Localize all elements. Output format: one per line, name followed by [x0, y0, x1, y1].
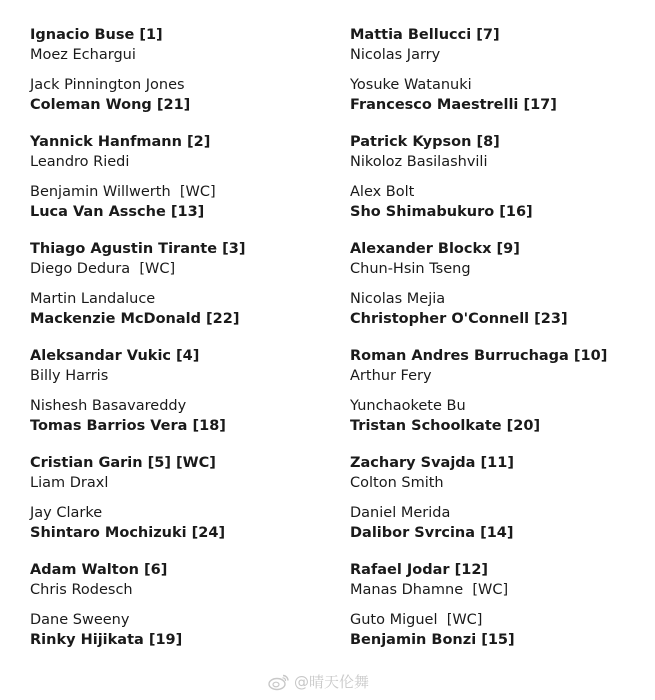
seeded-player: Dalibor Svrcina [14]: [350, 525, 514, 541]
match-bottom: [350, 182, 650, 232]
draw-column-right: [350, 25, 650, 667]
player: Guto Miguel [WC]: [350, 612, 483, 628]
seeded-player: Zachary Svajda [11]: [350, 455, 514, 471]
player: Benjamin Willwerth [WC]: [30, 184, 216, 200]
match-bottom: [30, 75, 330, 125]
match-top: [350, 453, 650, 503]
match-bottom: [350, 503, 650, 553]
watermark-text: @晴天伦舞: [294, 673, 370, 691]
seeded-player: Mattia Bellucci [7]: [350, 27, 500, 43]
match-top: [350, 346, 650, 396]
match-top: [30, 239, 330, 289]
seeded-player: Benjamin Bonzi [15]: [350, 632, 515, 648]
seeded-player: Sho Shimabukuro [16]: [350, 204, 533, 220]
seeded-player: Francesco Maestrelli [17]: [350, 97, 557, 113]
player: Nicolas Mejia: [350, 291, 446, 307]
seeded-player: Ignacio Buse [1]: [30, 27, 163, 43]
match-top: [350, 239, 650, 289]
seeded-player: Aleksandar Vukic [4]: [30, 348, 200, 364]
draw-section: [30, 560, 330, 667]
match-top: [350, 560, 650, 610]
match-top: [30, 560, 330, 610]
player: Nicolas Jarry: [350, 47, 441, 63]
player: Daniel Merida: [350, 505, 451, 521]
match-bottom: [30, 610, 330, 660]
seeded-player: Cristian Garin [5] [WC]: [30, 455, 216, 471]
seeded-player: Yannick Hanfmann [2]: [30, 134, 211, 150]
match-top: [350, 132, 650, 182]
match-top: [350, 25, 650, 75]
seeded-player: Rafael Jodar [12]: [350, 562, 489, 578]
seeded-player: Adam Walton [6]: [30, 562, 168, 578]
player: Arthur Fery: [350, 368, 432, 384]
player: Jack Pinnington Jones: [30, 77, 185, 93]
match-bottom: [30, 503, 330, 553]
match-bottom: [350, 75, 650, 125]
player: Dane Sweeny: [30, 612, 130, 628]
seeded-player: Alexander Blockx [9]: [350, 241, 520, 257]
seeded-player: Tomas Barrios Vera [18]: [30, 418, 226, 434]
player: Manas Dhamne [WC]: [350, 582, 509, 598]
draw-section: [30, 132, 330, 239]
player: Colton Smith: [350, 475, 444, 491]
match-top: [30, 453, 330, 503]
seeded-player: Thiago Agustin Tirante [3]: [30, 241, 246, 257]
draw-section: [30, 346, 330, 453]
player: Nikoloz Basilashvili: [350, 154, 488, 170]
draw-section: [350, 25, 650, 132]
player: Billy Harris: [30, 368, 109, 384]
player: Alex Bolt: [350, 184, 415, 200]
match-bottom: [350, 396, 650, 446]
seeded-player: Christopher O'Connell [23]: [350, 311, 568, 327]
match-bottom: [30, 396, 330, 446]
seeded-player: Roman Andres Burruchaga [10]: [350, 348, 608, 364]
player: Leandro Riedi: [30, 154, 130, 170]
draw-section: [30, 453, 330, 560]
draw-section: [350, 346, 650, 453]
draw-column-left: [30, 25, 330, 667]
draw-section: [350, 453, 650, 560]
seeded-player: Rinky Hijikata [19]: [30, 632, 183, 648]
seeded-player: Shintaro Mochizuki [24]: [30, 525, 226, 541]
draw-section: [350, 132, 650, 239]
player: Nishesh Basavareddy: [30, 398, 187, 414]
watermark: [268, 672, 369, 692]
seeded-player: Coleman Wong [21]: [30, 97, 191, 113]
draw-section: [30, 25, 330, 132]
player: Jay Clarke: [30, 505, 103, 521]
player: Diego Dedura [WC]: [30, 261, 176, 277]
match-bottom: [350, 610, 650, 660]
player: Liam Draxl: [30, 475, 109, 491]
match-top: [30, 346, 330, 396]
player: Yosuke Watanuki: [350, 77, 472, 93]
draw-section: [350, 560, 650, 667]
seeded-player: Luca Van Assche [13]: [30, 204, 205, 220]
player: Yunchaokete Bu: [350, 398, 466, 414]
match-top: [30, 132, 330, 182]
seeded-player: Tristan Schoolkate [20]: [350, 418, 541, 434]
draw-section: [30, 239, 330, 346]
seeded-player: Patrick Kypson [8]: [350, 134, 500, 150]
draw-section: [350, 239, 650, 346]
player: Martin Landaluce: [30, 291, 156, 307]
match-bottom: [30, 182, 330, 232]
player: Chris Rodesch: [30, 582, 133, 598]
match-bottom: [350, 289, 650, 339]
player: Moez Echargui: [30, 47, 136, 63]
match-bottom: [30, 289, 330, 339]
seeded-player: Mackenzie McDonald [22]: [30, 311, 240, 327]
match-top: [30, 25, 330, 75]
weibo-icon: [268, 673, 290, 691]
player: Chun-Hsin Tseng: [350, 261, 471, 277]
